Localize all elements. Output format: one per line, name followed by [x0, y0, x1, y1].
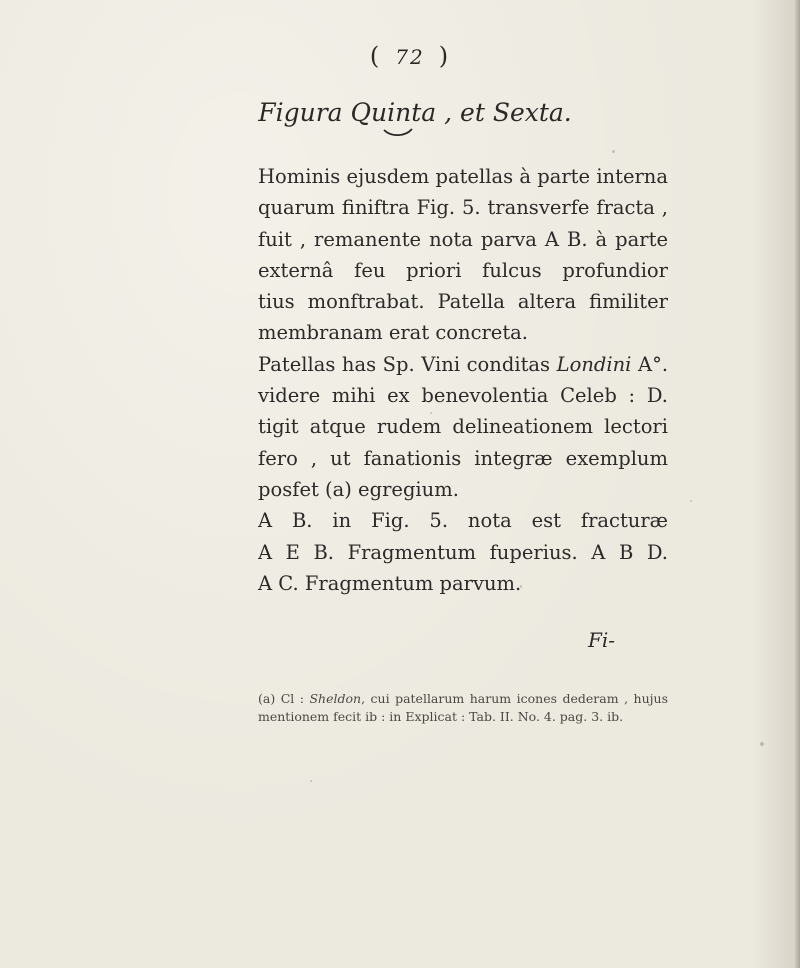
footnote-line: mentionem fecit ib : in Explicat : Tab. II. No. 4. pag. 3. ib. — [258, 709, 624, 724]
heading-et: et — [460, 98, 485, 127]
text-line: quarum finiftra Fig. 5. transverfe fracta , — [258, 196, 668, 220]
text-line: Hominis ejusdem patellas à parte interna — [258, 165, 668, 188]
page-number: ( 72 ) — [369, 42, 451, 70]
page-number-value: 72 — [395, 45, 425, 69]
text-fragment: , cui patellarum harum icones dederam , hujus — [361, 691, 668, 706]
text-line: tigit atque rudem delineationem lectori — [258, 415, 668, 439]
main-text — [258, 161, 668, 599]
text-line: fuit , remanente nota parva A B. à parte — [258, 227, 668, 251]
place-name: Londini — [556, 352, 632, 376]
footnote-line — [258, 690, 668, 708]
text-line — [258, 380, 668, 411]
catchword: Fi- — [588, 628, 616, 652]
text-fragment: (a) Cl : — [258, 691, 304, 706]
text-line: fero , ut fanationis integræ exemplum — [258, 446, 668, 470]
swash-flourish-icon — [383, 128, 413, 136]
heading-quinta — [351, 98, 445, 127]
text-line: A B. in Fig. 5. nota est fracturæ — [258, 509, 668, 533]
heading-comma: , — [444, 98, 453, 127]
page-edge-shadow — [794, 0, 800, 968]
footnote — [258, 690, 668, 726]
heading-quinta-text: Quinta — [350, 98, 437, 127]
text-line: tius monftrabat. Patella altera fimiliter — [258, 290, 668, 314]
text-line: A E B. Fragmentum fuperius. A B D. — [258, 540, 668, 564]
page-heading — [0, 98, 800, 127]
heading-sexta: Sexta. — [492, 98, 572, 127]
heading-figura: Figura — [258, 98, 343, 127]
text-line — [258, 349, 668, 380]
text-fragment: Patellas has Sp. Vini conditas — [258, 352, 551, 376]
text-fragment: videre mihi ex benevolentia Celeb : D. — [258, 384, 668, 408]
person-name: Sheldon — [309, 691, 362, 706]
text-line: membranam erat concreta. — [258, 321, 529, 345]
text-line: posfet (a) egregium. — [258, 477, 459, 501]
text-line: externâ feu priori fulcus profundior — [258, 258, 668, 282]
text-fragment: A°. — [637, 352, 668, 376]
text-line: A C. Fragmentum parvum. — [258, 571, 522, 595]
